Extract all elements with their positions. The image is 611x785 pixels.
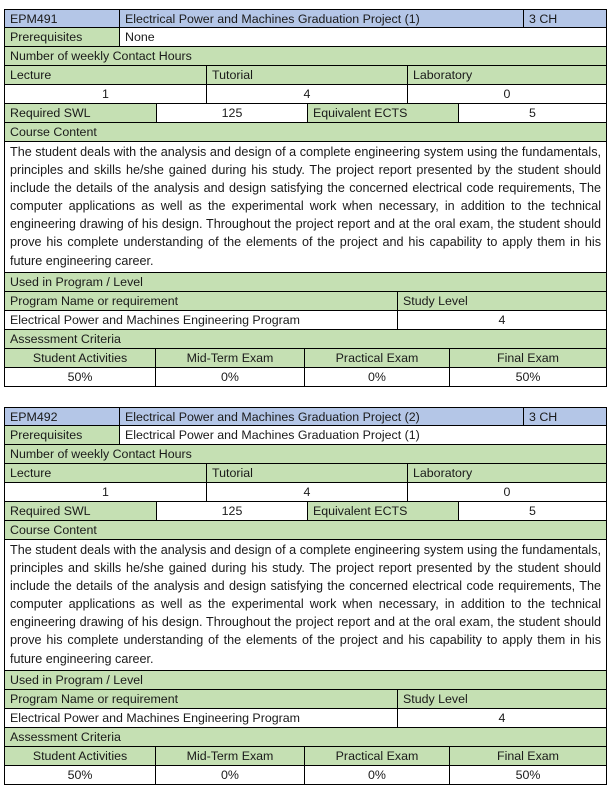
course-content-text: The student deals with the analysis and design of a complete engineering system using the fundamentals, principles and skills he/she gained during his study. The project report presented by the student should include the details of the analysis and design satisfying the concerned electrical code requirements, The computer applications as well as the experimental work when necessary, in addition to the technical engineering drawing of his design. Throughout the project report and at the oral exam, the student should prove his complete understanding of the elements of the project and his capability to apply them in his future engineering career. — [5, 142, 606, 272]
course-content-text: The student deals with the analysis and design of a complete engineering system using the fundamentals, principles and skills he/she gained during his study. The project report presented by the student should include the details of the analysis and design satisfying the concerned electrical code requirements, The computer applications as well as the experimental work when necessary, in addition to the technical engineering drawing of his design. Throughout the project report and at the oral exam, the student should prove his complete understanding of the elements of the project and his capability to apply them in his future engineering career. — [5, 540, 606, 670]
course-header-row — [4, 407, 607, 426]
assessment-student-activities: 50% — [5, 766, 155, 784]
study-level: 4 — [397, 311, 606, 329]
prerequisites-value: Electrical Power and Machines Graduation Project (1) — [119, 426, 606, 444]
contact-hours-values-row — [4, 85, 607, 104]
course-content-label: Course Content — [5, 123, 606, 141]
assessment-header-student-activities: Student Activities — [5, 349, 155, 367]
swl-value: 125 — [156, 502, 307, 520]
course-content-header — [4, 123, 607, 142]
assessment-header-mid-term: Mid-Term Exam — [155, 747, 304, 765]
assessment-final: 50% — [449, 368, 606, 386]
used-in-header — [4, 273, 607, 292]
swl-ects-row — [4, 104, 607, 123]
assessment-student-activities: 50% — [5, 368, 155, 386]
course-code: EPM491 — [5, 10, 119, 27]
assessment-values-row — [4, 766, 607, 785]
ects-value: 5 — [458, 104, 606, 122]
program-labels-row — [4, 292, 607, 311]
program-values-row — [4, 311, 607, 330]
ects-label: Equivalent ECTS — [307, 104, 458, 122]
contact-hours-values-row — [4, 483, 607, 502]
tutorial-label: Tutorial — [206, 464, 407, 482]
swl-label: Required SWL — [5, 104, 156, 122]
laboratory-hours: 0 — [407, 85, 606, 103]
assessment-header — [4, 728, 607, 747]
program-name-label: Program Name or requirement — [5, 292, 397, 310]
assessment-headers-row — [4, 349, 607, 368]
assessment-header-practical: Practical Exam — [304, 349, 449, 367]
prerequisites-value: None — [119, 28, 606, 46]
lecture-label: Lecture — [5, 464, 206, 482]
course-content-row — [4, 540, 607, 671]
prerequisites-row — [4, 28, 607, 47]
assessment-header-student-activities: Student Activities — [5, 747, 155, 765]
ects-label: Equivalent ECTS — [307, 502, 458, 520]
program-name-label: Program Name or requirement — [5, 690, 397, 708]
contact-hours-labels-row — [4, 66, 607, 85]
contact-hours-label: Number of weekly Contact Hours — [5, 47, 606, 65]
assessment-label: Assessment Criteria — [5, 330, 606, 348]
assessment-label: Assessment Criteria — [5, 728, 606, 746]
used-in-label: Used in Program / Level — [5, 671, 606, 689]
prerequisites-row — [4, 426, 607, 445]
laboratory-hours: 0 — [407, 483, 606, 501]
course-header-row — [4, 9, 607, 28]
prerequisites-label: Prerequisites — [5, 28, 119, 46]
program-labels-row — [4, 690, 607, 709]
course-table-epm492 — [4, 407, 607, 785]
assessment-header-mid-term: Mid-Term Exam — [155, 349, 304, 367]
assessment-header — [4, 330, 607, 349]
contact-hours-label: Number of weekly Contact Hours — [5, 445, 606, 463]
tutorial-hours: 4 — [206, 483, 407, 501]
assessment-mid-term: 0% — [155, 766, 304, 784]
assessment-practical: 0% — [304, 368, 449, 386]
assessment-practical: 0% — [304, 766, 449, 784]
lecture-label: Lecture — [5, 66, 206, 84]
used-in-header — [4, 671, 607, 690]
tutorial-label: Tutorial — [206, 66, 407, 84]
lecture-hours: 1 — [5, 483, 206, 501]
assessment-header-practical: Practical Exam — [304, 747, 449, 765]
tutorial-hours: 4 — [206, 85, 407, 103]
course-content-row — [4, 142, 607, 273]
course-content-label: Course Content — [5, 521, 606, 539]
ects-value: 5 — [458, 502, 606, 520]
program-name: Electrical Power and Machines Engineering Program — [5, 709, 397, 727]
contact-hours-labels-row — [4, 464, 607, 483]
course-code: EPM492 — [5, 408, 119, 425]
prerequisites-label: Prerequisites — [5, 426, 119, 444]
course-content-header — [4, 521, 607, 540]
program-name: Electrical Power and Machines Engineering Program — [5, 311, 397, 329]
course-table-epm491 — [4, 9, 607, 387]
credit-hours: 3 CH — [523, 10, 606, 27]
course-title: Electrical Power and Machines Graduation Project (2) — [119, 408, 523, 425]
used-in-label: Used in Program / Level — [5, 273, 606, 291]
laboratory-label: Laboratory — [407, 66, 606, 84]
swl-value: 125 — [156, 104, 307, 122]
credit-hours: 3 CH — [523, 408, 606, 425]
lecture-hours: 1 — [5, 85, 206, 103]
assessment-header-final: Final Exam — [449, 747, 606, 765]
program-values-row — [4, 709, 607, 728]
study-level-label: Study Level — [397, 690, 606, 708]
swl-ects-row — [4, 502, 607, 521]
contact-hours-header — [4, 445, 607, 464]
laboratory-label: Laboratory — [407, 464, 606, 482]
assessment-values-row — [4, 368, 607, 387]
course-title: Electrical Power and Machines Graduation Project (1) — [119, 10, 523, 27]
swl-label: Required SWL — [5, 502, 156, 520]
assessment-mid-term: 0% — [155, 368, 304, 386]
assessment-header-final: Final Exam — [449, 349, 606, 367]
contact-hours-header — [4, 47, 607, 66]
study-level: 4 — [397, 709, 606, 727]
assessment-headers-row — [4, 747, 607, 766]
study-level-label: Study Level — [397, 292, 606, 310]
assessment-final: 50% — [449, 766, 606, 784]
